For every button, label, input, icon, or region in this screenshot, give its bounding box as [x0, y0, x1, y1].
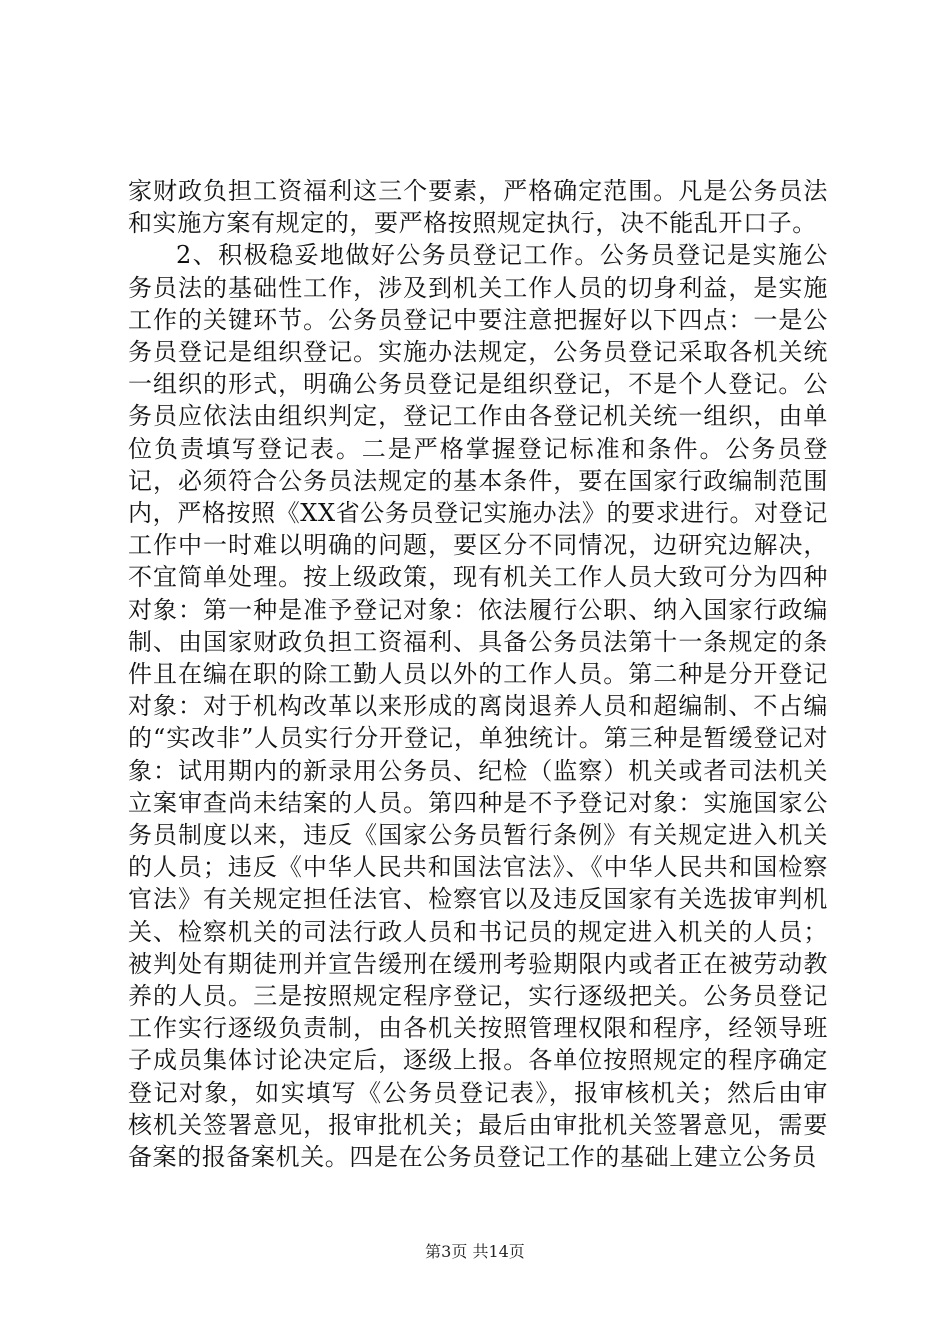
paragraph-registration: 2、积极稳妥地做好公务员登记工作。公务员登记是实施公务员法的基础性工作，涉及到机关工作人员的切身利益，是实施工作的关键环节。公务员登记中要注意把握好以下四点：一是公务员登记是组织登记。实施办法规定，公务员登记采取各机关统一组织的形式，明确公务员登记是组织登记，不是个人登记。公务员应依法由组织判定，登记工作由各登记机关统一组织，由单位负责填写登记表。二是严格掌握登记标准和条件。公务员登记，必须符合公务员法规定的基本条件，要在国家行政编制范围内，严格按照《XX省公务员登记实施办法》的要求进行。对登记工作中一时难以明确的问题，要区分不同情况，边研究边解决，不宜简单处理。按上级政策，现有机关工作人员大致可分为四种对象：第一种是准予登记对象：依法履行公职、纳入国家行政编制、由国家财政负担工资福利、具备公务员法第十一条规定的条件且在编在职的除工勤人员以外的工作人员。第二种是分开登记对象：对于机构改革以来形成的离岗退养人员和超编制、不占编的“实改非”人员实行分开登记，单独统计。第三种是暂缓登记对象：试用期内的新录用公务员、纪检（监察）机关或者司法机关立案审查尚未结案的人员。第四种是不予登记对象：实施国家公务员制度以来，违反《国家公务员暂行条例》有关规定进入机关的人员；违反《中华人民共和国法官法》、《中华人民共和国检察官法》有关规定担任法官、检察官以及违反国家有关选拔审判机关、检察机关的司法行政人员和书记员的规定进入机关的人员；被判处有期徒刑并宣告缓刑在缓刑考验期限内或者正在被劳动教养的人员。三是按照规定程序登记，实行逐级把关。公务员登记工作实行逐级负责制，由各机关按照管理权限和程序，经领导班子成员集体讨论决定后，逐级上报。各单位按照规定的程序确定登记对象，如实填写《公务员登记表》，报审核机关；然后由审核机关签署意见，报审批机关；最后由审批机关签署意见，需要备案的报备案机关。四是在公务员登记工作的基础上建立公务员 [128, 241, 828, 1172]
page-footer [0, 1242, 950, 1262]
body-text [128, 175, 828, 1173]
page-number: 第3页 共14页 [425, 1242, 525, 1261]
paragraph-continuation: 家财政负担工资福利这三个要素，严格确定范围。凡是公务员法和实施方案有规定的，要严格按照规定执行，决不能乱开口子。 [128, 177, 828, 238]
